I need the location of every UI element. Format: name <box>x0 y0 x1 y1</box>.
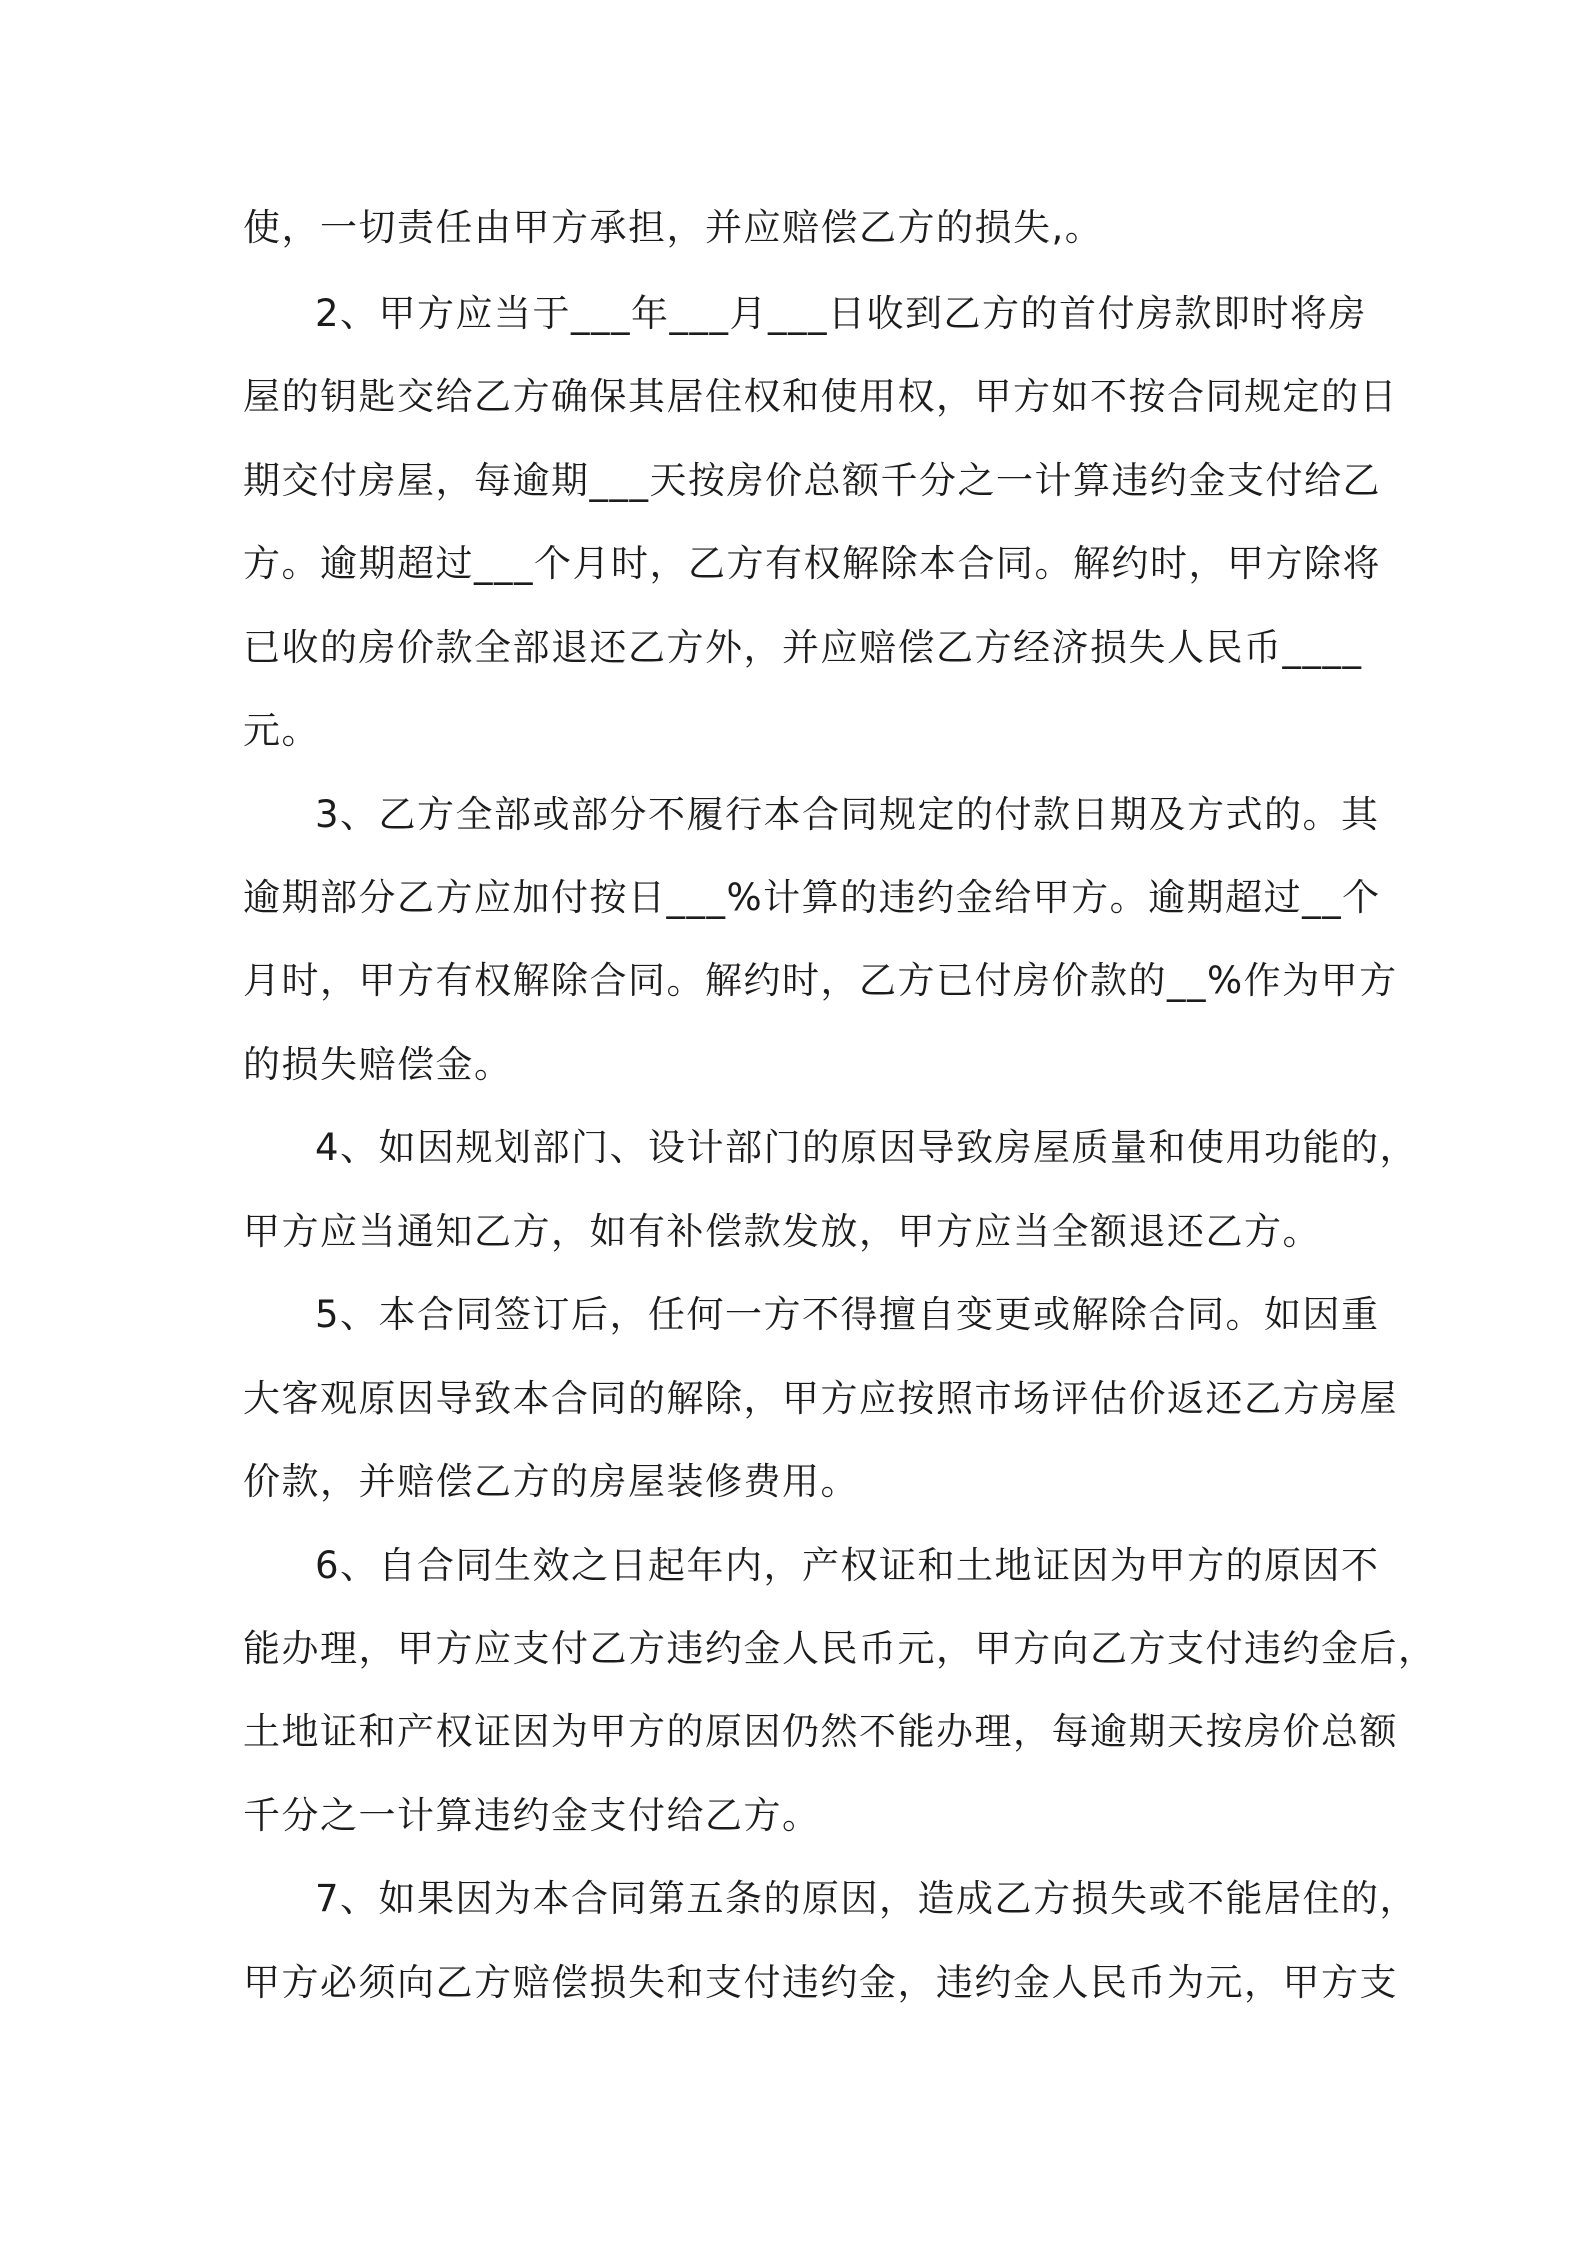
text-line: 期交付房屋，每逾期___天按房价总额千分之一计算违约金支付给乙 <box>243 459 1381 502</box>
text-line: 屋的钥匙交给乙方确保其居住权和使用权，甲方如不按合同规定的日 <box>243 375 1398 418</box>
text-line: 甲方应当通知乙方，如有补偿款发放，甲方应当全额退还乙方。 <box>243 1210 1321 1253</box>
text-line: 甲方必须向乙方赔偿损失和支付违约金，违约金人民币为元，甲方支 <box>243 1961 1398 2004</box>
text-line: 千分之一计算违约金支付给乙方。 <box>243 1794 821 1837</box>
text-line: 月时，甲方有权解除合同。解约时，乙方已付房价款的__%作为甲方 <box>243 959 1398 1002</box>
text-line: 逾期部分乙方应加付按日___%计算的违约金给甲方。逾期超过__个 <box>243 876 1381 919</box>
text-line: 使，一切责任由甲方承担，并应赔偿乙方的损失,。 <box>243 206 1104 249</box>
clause-7-line: 7、如果因为本合同第五条的原因，造成乙方损失或不能居住的， <box>315 1877 1419 1920</box>
clause-6-line: 6、自合同生效之日起年内，产权证和土地证因为甲方的原因不 <box>315 1544 1380 1587</box>
text-line: 元。 <box>243 709 320 752</box>
text-line: 方。逾期超过___个月时，乙方有权解除本合同。解约时，甲方除将 <box>243 542 1381 585</box>
text-line: 价款，并赔偿乙方的房屋装修费用。 <box>243 1460 859 1503</box>
clause-3-line: 3、乙方全部或部分不履行本合同规定的付款日期及方式的。其 <box>315 793 1380 836</box>
text-line: 的损失赔偿金。 <box>243 1043 513 1086</box>
text-line: 已收的房价款全部退还乙方外，并应赔偿乙方经济损失人民币____ <box>243 626 1363 669</box>
clause-2-line: 2、甲方应当于___年___月___日收到乙方的首付房款即时将房 <box>315 292 1368 335</box>
text-line: 大客观原因导致本合同的解除，甲方应按照市场评估价返还乙方房屋 <box>243 1377 1398 1420</box>
text-line: 能办理，甲方应支付乙方违约金人民币元，甲方向乙方支付违约金后， <box>243 1627 1437 1670</box>
text-line: 土地证和产权证因为甲方的原因仍然不能办理，每逾期天按房价总额 <box>243 1710 1398 1753</box>
clause-5-line: 5、本合同签订后，任何一方不得擅自变更或解除合同。如因重 <box>315 1293 1380 1336</box>
clause-4-line: 4、如因规划部门、设计部门的原因导致房屋质量和使用功能的， <box>315 1126 1419 1169</box>
